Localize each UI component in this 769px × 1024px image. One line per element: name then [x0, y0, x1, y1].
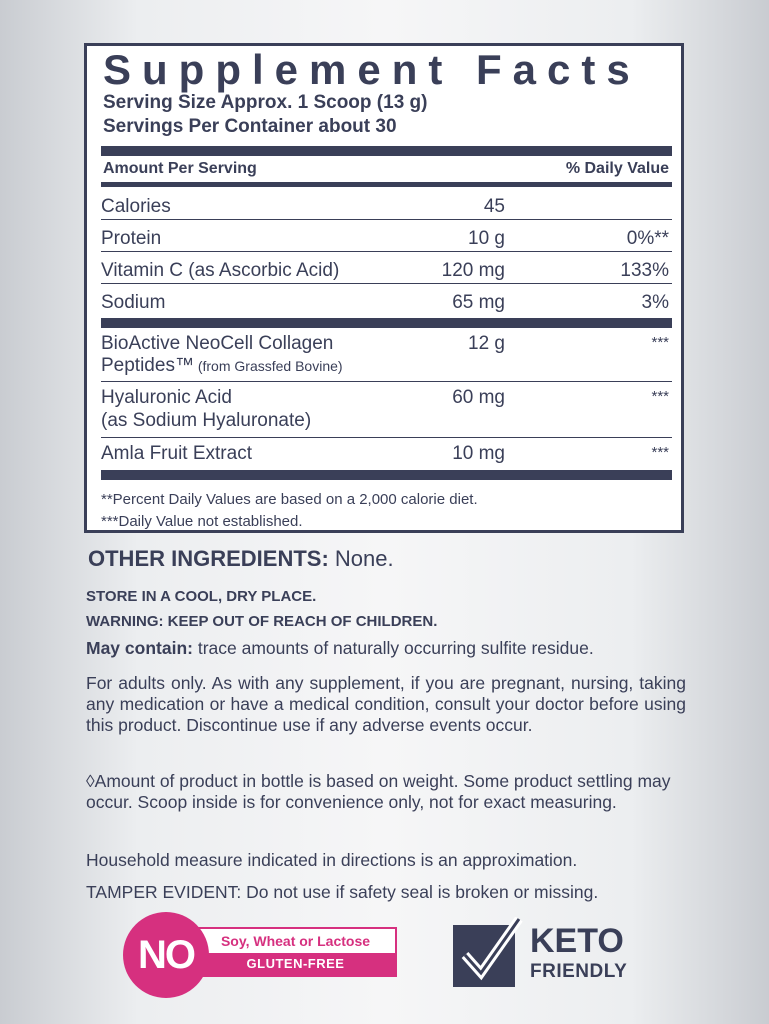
row-divider: [101, 437, 672, 438]
row-divider: [101, 251, 672, 252]
daily-value-header: % Daily Value: [565, 160, 669, 177]
row-collagen-amount: 12 g: [468, 333, 505, 354]
adults-warning: For adults only. As with any supplement, if you are pregnant, nursing, taking any medication or have a medical condition, consult your doctor before using this product. Discontinue use if any adverse events occur.: [86, 673, 686, 735]
household-measure-note: Household measure indicated in directions is an approximation.: [86, 850, 578, 870]
row-collagen-name-line2: [101, 355, 343, 377]
amount-per-serving-header: Amount Per Serving: [103, 160, 257, 177]
row-protein-dv: 0%**: [626, 228, 669, 249]
row-sodium-dv: 3%: [641, 292, 669, 313]
other-ingredients: [88, 546, 394, 572]
collagen-peptides-text: Peptides™: [101, 355, 194, 376]
row-hyaluronic-name-line2: (as Sodium Hyaluronate): [101, 410, 312, 431]
row-divider: [101, 219, 672, 220]
row-divider: [101, 381, 672, 382]
footnote-percent-dv: **Percent Daily Values are based on a 2,000 calorie diet.: [101, 491, 478, 508]
divider-medium: [101, 182, 672, 187]
may-contain: [86, 638, 686, 659]
other-ingredients-label: OTHER INGREDIENTS:: [88, 546, 329, 571]
row-hyaluronic-dv: ***: [651, 388, 669, 405]
row-vitamin-c-dv: 133%: [620, 260, 669, 281]
panel-title: Supplement Facts: [103, 46, 641, 93]
servings-per-container: Servings Per Container about 30: [103, 116, 397, 137]
may-contain-label: May contain:: [86, 638, 193, 658]
amount-note: ◊Amount of product in bottle is based on weight. Some product settling may occur. Scoop inside is for convenience only, not for exact measuring.: [86, 771, 671, 812]
row-protein-amount: 10 g: [468, 228, 505, 249]
warning-text: WARNING: KEEP OUT OF REACH OF CHILDREN.: [86, 613, 438, 630]
row-amla-amount: 10 mg: [452, 443, 505, 464]
friendly-label: FRIENDLY: [530, 961, 628, 982]
row-calories-amount: 45: [483, 196, 505, 217]
no-allergen-text: Soy, Wheat or Lactose: [220, 933, 371, 949]
keto-label: KETO: [530, 922, 624, 960]
row-calories-name: Calories: [101, 196, 171, 217]
keto-check-icon: [451, 917, 523, 989]
may-contain-value: trace amounts of naturally occurring sulfite residue.: [192, 638, 594, 658]
row-collagen-dv: ***: [651, 334, 669, 351]
gluten-free-text: GLUTEN-FREE: [196, 953, 395, 975]
row-sodium-name: Sodium: [101, 292, 166, 313]
other-ingredients-value: None.: [328, 546, 394, 571]
serving-size: Serving Size Approx. 1 Scoop (13 g): [103, 92, 428, 113]
row-hyaluronic-amount: 60 mg: [452, 387, 505, 408]
row-amla-name: Amla Fruit Extract: [101, 443, 252, 464]
divider-thick: [101, 146, 672, 156]
storage-instruction: STORE IN A COOL, DRY PLACE.: [86, 588, 317, 605]
row-divider: [101, 283, 672, 284]
no-badge-circle: NO: [123, 912, 209, 998]
row-vitamin-c-amount: 120 mg: [441, 260, 505, 281]
divider-thick: [101, 470, 672, 480]
row-sodium-amount: 65 mg: [452, 292, 505, 313]
row-amla-dv: ***: [651, 444, 669, 461]
row-hyaluronic-name: Hyaluronic Acid: [101, 387, 232, 408]
no-allergen-badge-box: [196, 927, 397, 977]
row-protein-name: Protein: [101, 228, 162, 249]
supplement-facts-panel: [84, 43, 684, 533]
collagen-source-text: (from Grassfed Bovine): [193, 358, 343, 374]
divider-thick: [101, 318, 672, 328]
tamper-evident-note: TAMPER EVIDENT: Do not use if safety seal is broken or missing.: [86, 882, 599, 902]
row-collagen-name: BioActive NeoCell Collagen: [101, 333, 334, 354]
footnote-dv-not-established: ***Daily Value not established.: [101, 513, 303, 530]
row-vitamin-c-name: Vitamin C (as Ascorbic Acid): [101, 260, 340, 281]
